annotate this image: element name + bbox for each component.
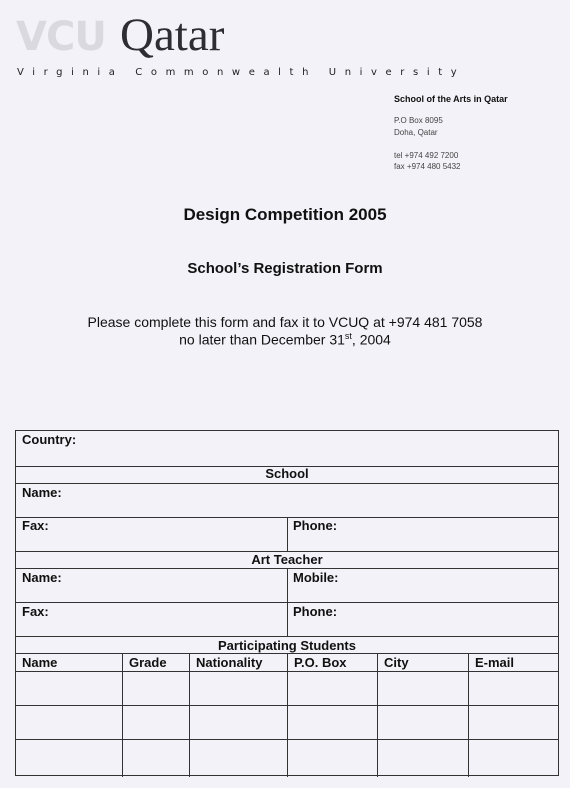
col-divider bbox=[287, 517, 288, 551]
teacher-fax-label: Fax: bbox=[22, 604, 49, 619]
deadline-year: , 2004 bbox=[351, 331, 391, 348]
page-title: Design Competition 2005 bbox=[183, 205, 387, 224]
form-subtitle: School’s Registration Form bbox=[187, 260, 383, 277]
col-header-email: E-mail bbox=[475, 655, 515, 670]
students-section-header: Participating Students bbox=[218, 638, 356, 653]
school-name-field[interactable] bbox=[76, 486, 554, 514]
university-name: Virginia Commonwealth University bbox=[17, 67, 466, 78]
school-section-header: School bbox=[265, 466, 309, 481]
teacher-mobile-field[interactable] bbox=[351, 571, 554, 599]
col-divider bbox=[287, 568, 288, 636]
col-header-po-box: P.O. Box bbox=[294, 655, 347, 670]
registration-form bbox=[15, 430, 559, 776]
teacher-phone-label: Phone: bbox=[293, 604, 338, 619]
country-label: Country: bbox=[22, 432, 77, 447]
school-name: School of the Arts in Qatar bbox=[394, 94, 508, 104]
school-phone-label: Phone: bbox=[293, 518, 338, 533]
col-header-city: City bbox=[384, 655, 409, 670]
school-fax-label: Fax: bbox=[22, 518, 49, 533]
teacher-name-field[interactable] bbox=[76, 571, 283, 599]
teacher-fax-field[interactable] bbox=[61, 605, 283, 633]
teacher-name-label: Name: bbox=[22, 570, 62, 585]
teacher-section-header: Art Teacher bbox=[251, 552, 323, 567]
col-header-nationality: Nationality bbox=[196, 655, 263, 670]
deadline-text: no later than December 31 bbox=[179, 331, 345, 348]
col-header-name: Name bbox=[22, 655, 58, 670]
instructions-line-2 bbox=[0, 331, 570, 348]
teacher-mobile-label: Mobile: bbox=[293, 570, 339, 585]
logo-vcu-text: VCU bbox=[16, 14, 106, 60]
country-field[interactable] bbox=[96, 433, 554, 463]
deadline-ordinal: st bbox=[344, 331, 352, 341]
student-row-2[interactable] bbox=[16, 706, 558, 739]
school-fax: fax +974 480 5432 bbox=[394, 162, 461, 171]
teacher-phone-field[interactable] bbox=[351, 605, 554, 633]
school-fax-field[interactable] bbox=[61, 519, 283, 547]
instructions-line-1: Please complete this form and fax it to VCUQ at +974 481 7058 bbox=[87, 314, 483, 330]
school-city: Doha, Qatar bbox=[394, 128, 438, 137]
row-divider bbox=[16, 636, 558, 637]
student-row-1[interactable] bbox=[16, 672, 558, 705]
row-divider bbox=[16, 483, 558, 484]
school-tel: tel +974 492 7200 bbox=[394, 151, 459, 160]
logo-qatar-text: Qatar bbox=[120, 9, 225, 61]
school-name-label: Name: bbox=[22, 485, 62, 500]
school-phone-field[interactable] bbox=[351, 519, 554, 547]
school-po-box: P.O Box 8095 bbox=[394, 116, 443, 125]
col-header-grade: Grade bbox=[129, 655, 167, 670]
student-row-3[interactable] bbox=[16, 740, 558, 775]
